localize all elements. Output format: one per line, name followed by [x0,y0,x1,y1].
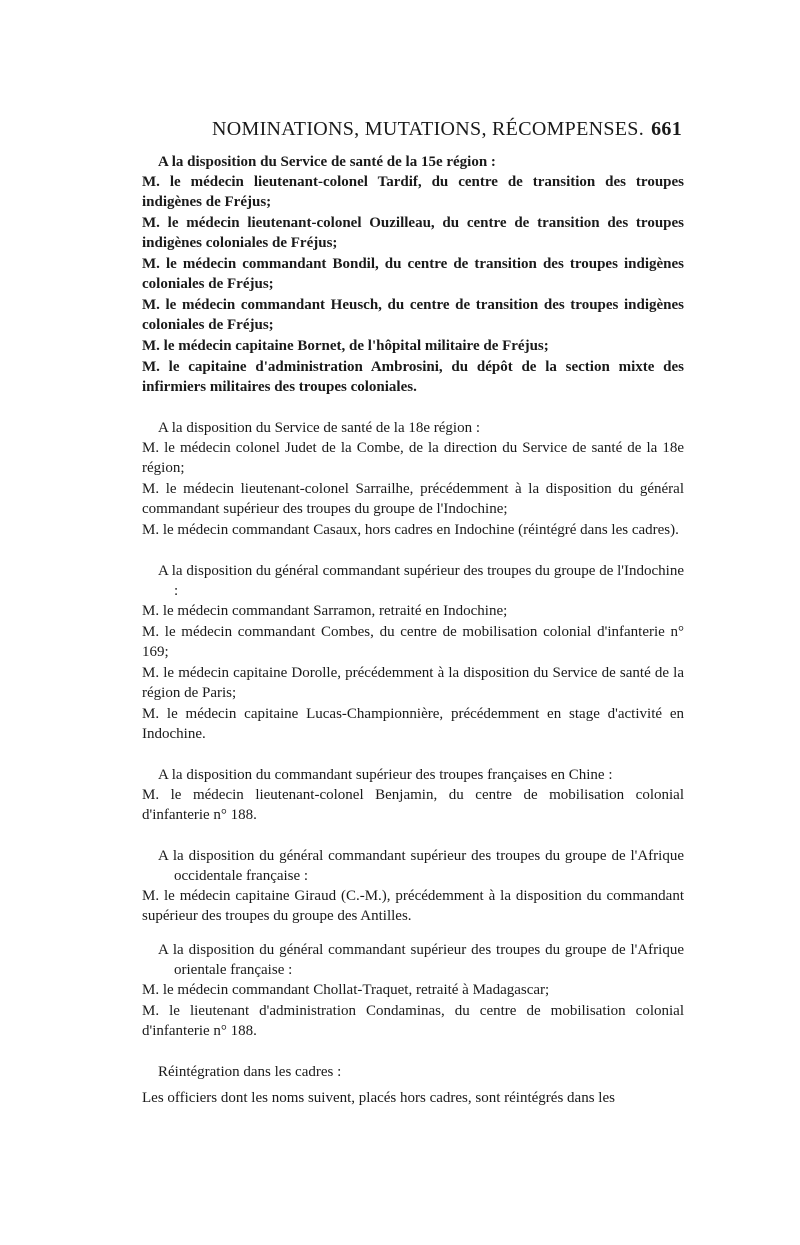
section-indochine [142,561,684,744]
list-item: M. le médecin commandant Heusch, du centre de transition des troupes indigènes coloniales de Fréjus; [142,297,684,333]
section-heading: A la disposition du commandant supérieur des troupes françaises en Chine : [158,767,613,783]
list-item: M. le médecin commandant Combes, du centre de mobilisation colonial d'infanterie n° 169; [142,624,684,660]
list-item: M. le médecin lieutenant-colonel Sarrailhe, précédemment à la disposition du général commandant supérieur des troupes du groupe de l'Indochine; [142,481,684,517]
list-item: M. le médecin capitaine Giraud (C.-M.), précédemment à la disposition du commandant supérieur des troupes du groupe des Antilles. [142,888,684,924]
list-item: M. le médecin capitaine Dorolle, précédemment à la disposition du Service de santé de la région de Paris; [142,665,684,701]
list-item: M. le médecin commandant Sarramon, retraité en Indochine; [142,603,508,619]
list-item: M. le médecin capitaine Lucas-Championnière, précédemment en stage d'activité en Indochine. [142,706,684,742]
list-item: M. le médecin commandant Chollat-Traquet, retraité à Madagascar; [142,982,550,998]
list-item: M. le médecin colonel Judet de la Combe, de la direction du Service de santé de la 18e région; [142,440,684,476]
running-head [142,118,682,148]
section-heading: A la disposition du général commandant supérieur des troupes du groupe de l'Afrique occidentale française : [158,848,684,884]
list-item: M. le médecin commandant Bondil, du centre de transition des troupes indigènes coloniales de Fréjus; [142,256,684,292]
running-title: NOMINATIONS, MUTATIONS, RÉCOMPENSES. [212,118,645,140]
list-item: M. le lieutenant d'administration Condaminas, du centre de mobilisation colonial d'infanterie n° 188. [142,1003,684,1039]
page-number: 661 [651,118,682,140]
list-item: M. le médecin lieutenant-colonel Tardif, du centre de transition des troupes indigènes de Fréjus; [142,174,684,210]
section-heading: A la disposition du Service de santé de la 15e région : [158,154,496,170]
list-item: M. le médecin lieutenant-colonel Benjamin, du centre de mobilisation colonial d'infanterie n° 188. [142,787,684,823]
section-reintegration [142,1062,684,1108]
section-heading: A la disposition du Service de santé de la 18e région : [158,420,481,436]
body-text [142,152,684,1109]
section-heading: A la disposition du général commandant supérieur des troupes du groupe de l'Indochine : [158,563,684,599]
section-afrique-orientale [142,940,684,1041]
list-item: M. le médecin lieutenant-colonel Ouzilleau, du centre de transition des troupes indigènes coloniales de Fréjus; [142,215,684,251]
section-heading: Réintégration dans les cadres : [158,1064,342,1080]
paragraph: Les officiers dont les noms suivent, placés hors cadres, sont réintégrés dans les [142,1090,615,1106]
list-item: M. le médecin capitaine Bornet, de l'hôpital militaire de Fréjus; [142,338,549,354]
section-afrique-occidentale [142,846,684,926]
section-15e-region [142,152,684,397]
list-item: M. le capitaine d'administration Ambrosini, du dépôt de la section mixte des infirmiers militaires des troupes coloniales. [142,359,684,395]
section-heading: A la disposition du général commandant supérieur des troupes du groupe de l'Afrique orientale française : [158,942,684,978]
section-chine [142,765,684,825]
section-18e-region [142,418,684,540]
list-item: M. le médecin commandant Casaux, hors cadres en Indochine (réintégré dans les cadres). [142,522,679,538]
